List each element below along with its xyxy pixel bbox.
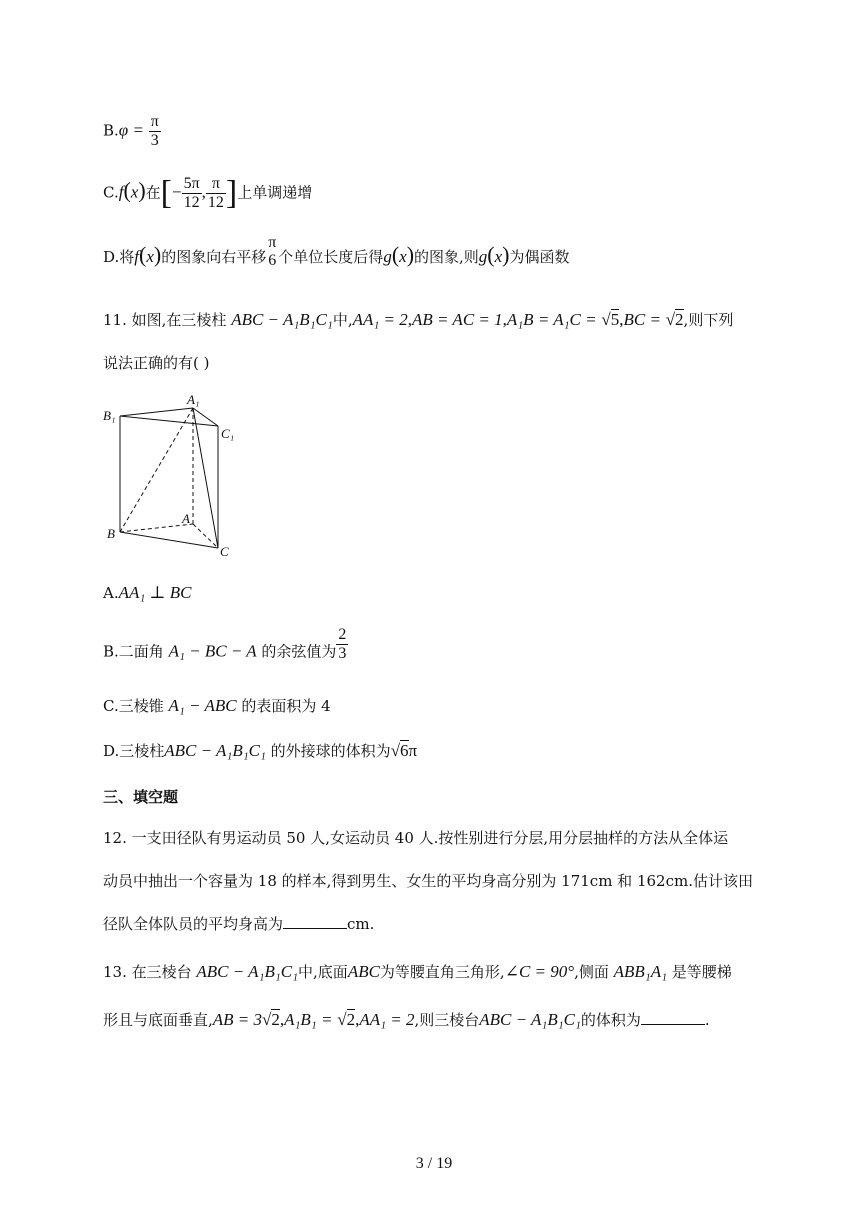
- fraction: $\frac{2}{3}$: [338, 626, 347, 662]
- q11-option-d: D.三棱柱ABC − A₁B₁C₁ 的外接球的体积为√6π: [103, 741, 418, 760]
- q12-line1: 12. 一支田径队有男运动员 50 人,女运动员 40 人.按性别进行分层,用分层抽样的方法从全体运: [103, 829, 729, 847]
- fraction: $\frac{5\pi}{12}$: [183, 175, 200, 211]
- q11-stem-line2: 说法正确的有( ): [103, 354, 210, 372]
- q13-line2: 形且与底面垂直,AB = 3√2,A₁B₁ = √2,AA₁ = 2,则三棱台ABC − A₁B₁C₁的体积为 .: [103, 1010, 710, 1029]
- label-c: C: [220, 544, 229, 559]
- label-a1: A₁: [187, 392, 200, 407]
- fraction: π 6: [268, 234, 277, 269]
- q11-option-b: B.二面角 A₁ − BC − A 的余弦值为 $\frac{2}{3}$: [103, 626, 347, 662]
- label-a: A: [182, 511, 190, 526]
- q11-option-a: A.AA₁ ⊥ BC: [103, 583, 192, 602]
- answer-blank: [641, 1010, 705, 1025]
- label-c1: C₁: [221, 426, 235, 441]
- q11-stem-line1: 11. 如图,在三棱柱 ABC − A₁B₁C₁中,AA₁ = 2,AB = AC = 1,A₁B = A₁C = √5,BC = √2,则下列: [103, 310, 734, 329]
- q11-option-c: C.三棱锥 A₁ − ABC 的表面积为 4: [103, 696, 331, 715]
- q10-option-c: C.f(x)在[− $\frac{5\pi}{12}$ , $\frac{\pi}{12}$ ]上单调递增: [103, 174, 313, 212]
- section-heading: 三、填空题: [103, 788, 179, 806]
- math-expr: φ =: [118, 120, 144, 140]
- q10-option-b: [103, 113, 161, 150]
- edge-a1-c: [193, 408, 218, 548]
- q12-line3: 径队全体队员的平均身高为 cm.: [103, 915, 375, 933]
- q12-line2: 动员中抽出一个容量为 18 的样本,得到男生、女生的平均身高分别为 171cm 和 162cm.估计该田: [103, 872, 753, 890]
- option-label: B.: [103, 121, 119, 140]
- answer-blank: [283, 914, 347, 929]
- label-b: B: [107, 526, 115, 541]
- q13-line1: 13. 在三棱台 ABC − A₁B₁C₁中,底面ABC为等腰直角三角形,∠C = 90°,侧面 ABB₁A₁ 是等腰梯: [103, 962, 732, 981]
- fraction: $\frac{\pi}{3}$: [150, 113, 159, 149]
- page-number: 3 / 19: [415, 1155, 453, 1172]
- prism-figure: [102, 390, 242, 565]
- fraction: $\frac{\pi}{12}$: [207, 175, 224, 211]
- edge-a1-c1: [193, 408, 218, 426]
- edge-b1-a1: [120, 408, 193, 416]
- q10-option-d: D.将f(x)的图象向右平移 π 6 个单位长度后得g(x)的图象,则g(x)为偶函数: [103, 234, 570, 269]
- edge-b1-c1: [120, 416, 218, 426]
- label-b1: B₁: [103, 408, 116, 423]
